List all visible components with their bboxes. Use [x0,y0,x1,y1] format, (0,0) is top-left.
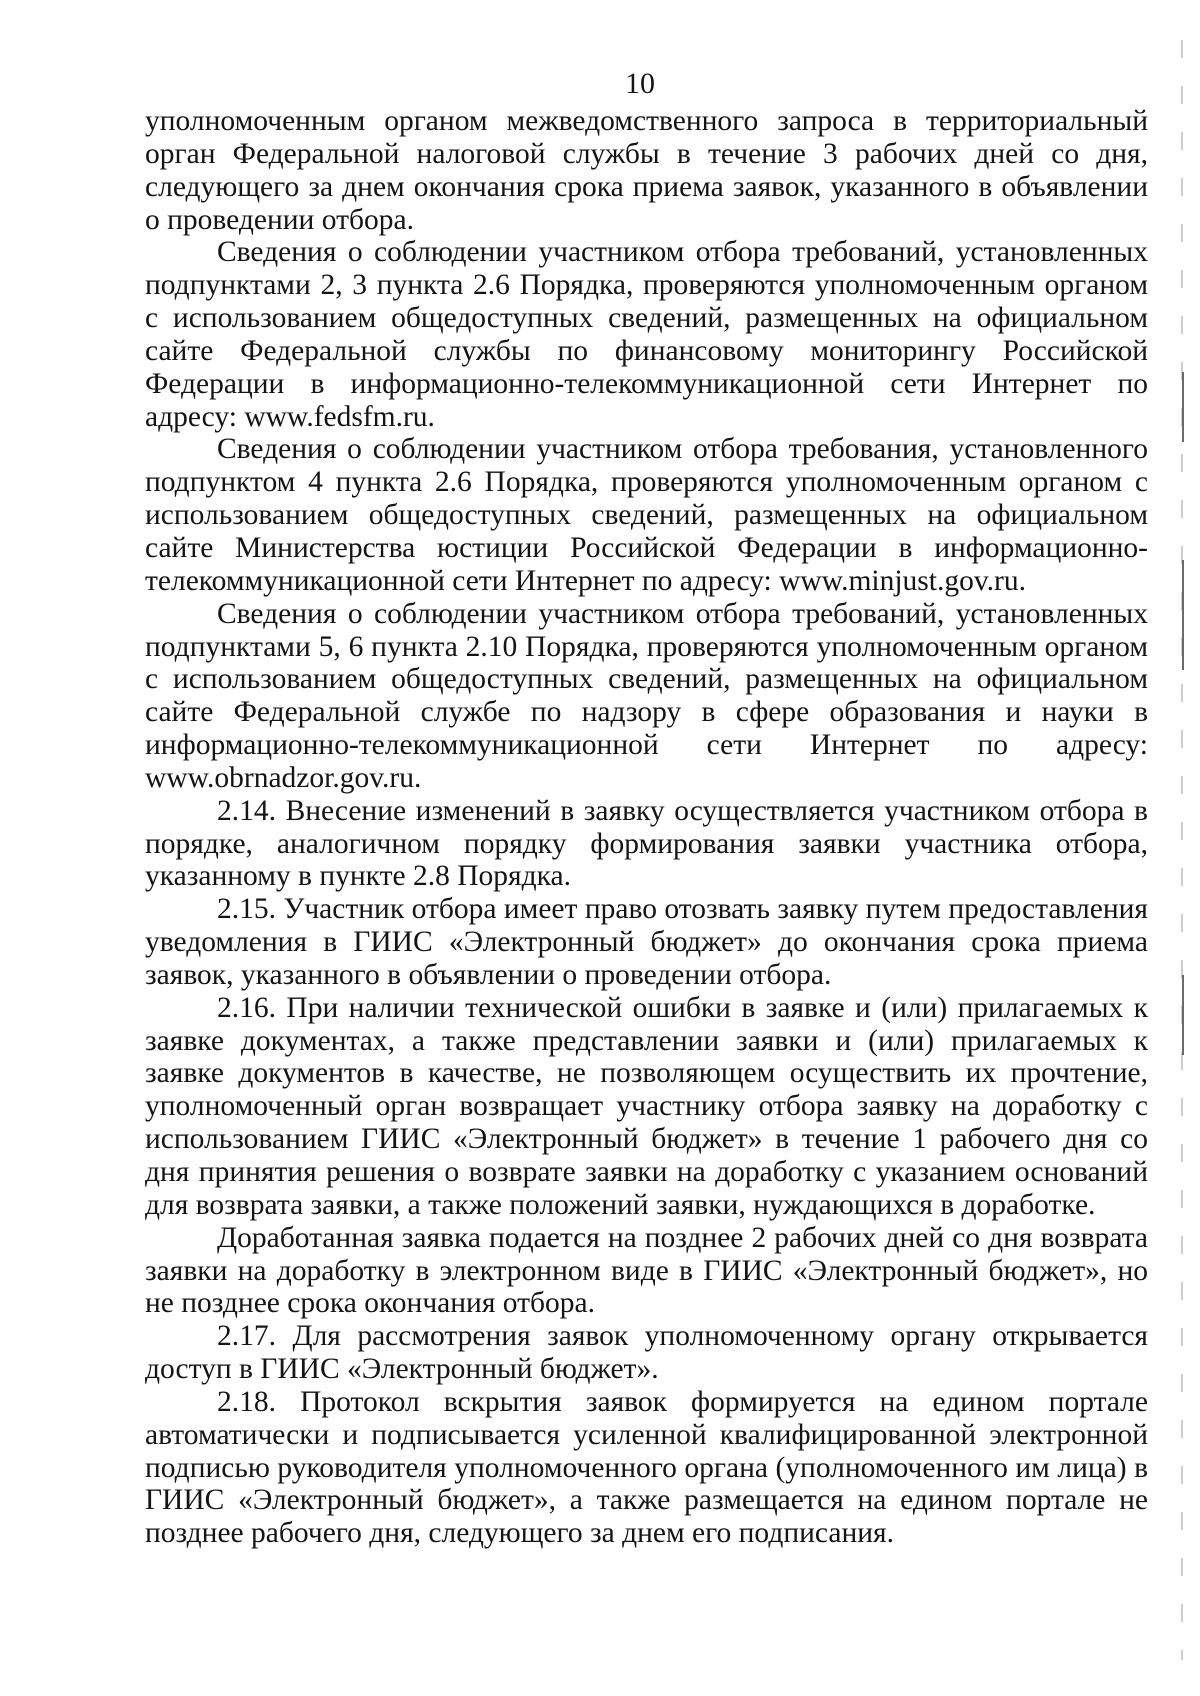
paragraph-2-17: 2.17. Для рассмотрения заявок уполномоченному органу открывается доступ в ГИИС «Электронный бюджет». [145,1320,1148,1386]
paragraph-2-16: 2.16. При наличии технической ошибки в заявке и (или) прилагаемых к заявке документах, а также представлении заявки и (или) прилагаемых к заявке документов в качестве, не позволяющем осуществить их прочтение, уполномоченный орган возвращает участнику отбора заявку на доработку с использованием ГИИС «Электронный бюджет» в течение 1 рабочего дня со дня принятия решения о возврате заявки на доработку с указанием оснований для возврата заявки, а также положений заявки, нуждающихся в доработке. [145,991,1148,1221]
paragraph-2-18: 2.18. Протокол вскрытия заявок формируется на едином портале автоматически и подписывается усиленной квалифицированной электронной подписью руководителя уполномоченного органа (уполномоченного им лица) в ГИИС «Электронный бюджет», а также размещается на едином портале не позднее рабочего дня, следующего за днем его подписания. [145,1385,1148,1550]
paragraph-2-14: 2.14. Внесение изменений в заявку осуществляется участником отбора в порядке, аналогичном порядку формирования заявки участника отбора, указанному в пункте 2.8 Порядка. [145,794,1148,893]
paragraph-obrnadzor-check: Сведения о соблюдении участником отбора требований, установленных подпунктами 5, 6 пункта 2.10 Порядка, проверяются уполномоченным органом с использованием общедоступных сведений, размещенных на официальном сайте Федеральной службе по надзору в сфере образования и науки в информационно-телекоммуникационной сети Интернет по адресу: www.obrnadzor.gov.ru. [145,597,1148,794]
paragraph-continuation: уполномоченным органом межведомственного запроса в территориальный орган Федеральной налоговой службы в течение 3 рабочих дней со дня, следующего за днем окончания срока приема заявок, указанного в объявлении о проведении отбора. [145,105,1148,236]
paragraph-fedsfm-check: Сведения о соблюдении участником отбора требований, установленных подпунктами 2, 3 пункта 2.6 Порядка, проверяются уполномоченным органом с использованием общедоступных сведений, размещенных на официальном сайте Федеральной службы по финансовому мониторингу Российской Федерации в информационно-телекоммуникационной сети Интернет по адресу: www.fedsfm.ru. [145,236,1148,433]
page-number: 10 [625,67,655,100]
paragraph-minjust-check: Сведения о соблюдении участником отбора требования, установленного подпунктом 4 пункта 2.6 Порядка, проверяются уполномоченным органом с использованием общедоступных сведений, размещенных на официальном сайте Министерства юстиции Российской Федерации в информационно-телекоммуникационной сети Интернет по адресу: www.minjust.gov.ru. [145,433,1148,597]
scan-edge-artifact [1181,40,1183,1660]
scan-edge-mark [1182,560,1184,670]
paragraph-2-15: 2.15. Участник отбора имеет право отозвать заявку путем предоставления уведомления в ГИИС «Электронный бюджет» до окончания срока приема заявок, указанного в объявлении о проведении отбора. [145,893,1148,991]
scan-edge-mark [1182,372,1184,442]
paragraph-revised-application: Доработанная заявка подается на позднее 2 рабочих дней со дня возврата заявки на доработку в электронном виде в ГИИС «Электронный бюджет», но не позднее срока окончания отбора. [145,1221,1148,1320]
document-body [145,105,1148,1550]
scan-edge-mark [1182,975,1184,1055]
